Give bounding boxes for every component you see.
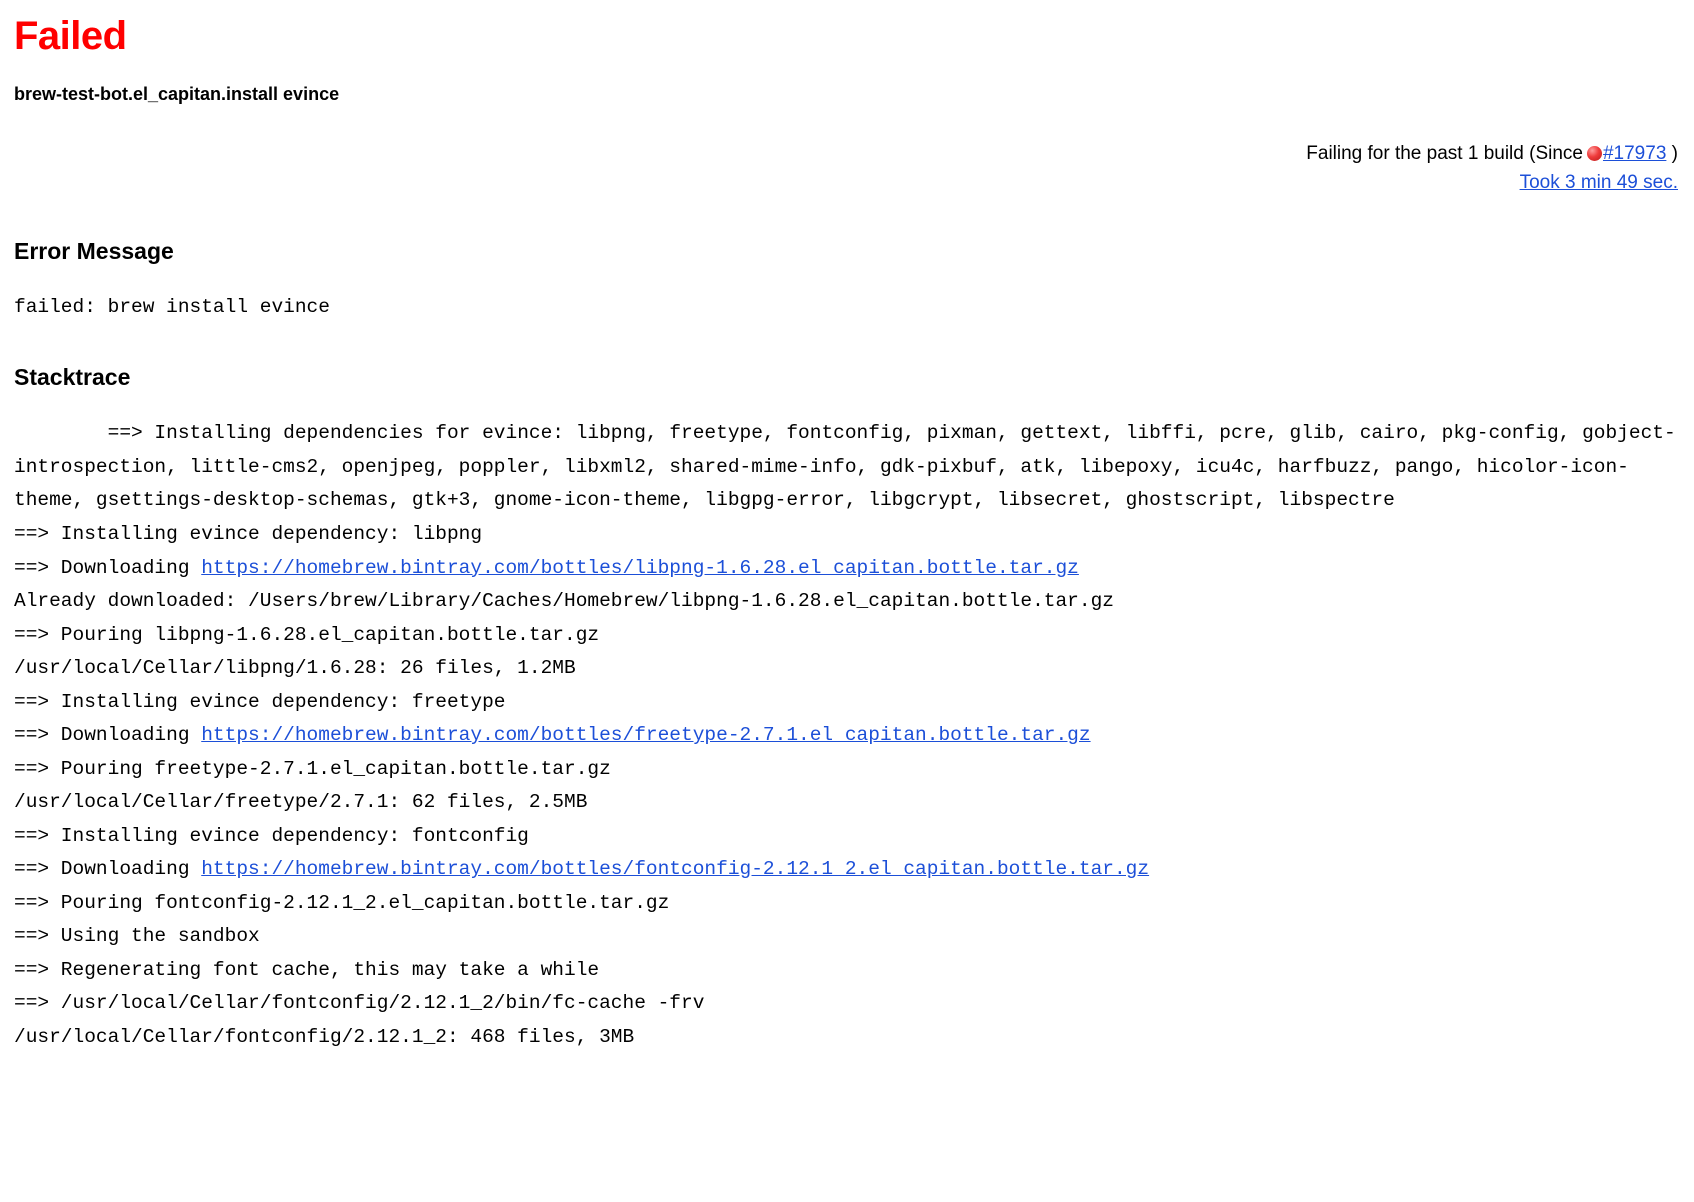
stacktrace-line: ==> Pouring fontconfig-2.12.1_2.el_capitan.bottle.tar.gz bbox=[14, 891, 670, 914]
stacktrace-line: Already downloaded: /Users/brew/Library/Caches/Homebrew/libpng-1.6.28.el_capitan.bottle.tar.gz bbox=[14, 590, 1114, 613]
stacktrace-line: ==> Installing evince dependency: freetype bbox=[14, 690, 506, 713]
stacktrace-line: ==> /usr/local/Cellar/fontconfig/2.12.1_2/bin/fc-cache -frv bbox=[14, 992, 705, 1015]
stacktrace-line: ==> Regenerating font cache, this may take a while bbox=[14, 958, 600, 981]
error-message-heading: Error Message bbox=[14, 237, 174, 264]
failing-since-line bbox=[14, 139, 1678, 168]
stacktrace-download-link[interactable]: https://homebrew.bintray.com/bottles/libpng-1.6.28.el_capitan.bottle.tar.gz bbox=[201, 556, 1079, 579]
stacktrace-line bbox=[14, 853, 1680, 887]
since-build-link[interactable]: #17973 bbox=[1602, 143, 1667, 164]
red-ball-icon bbox=[1587, 146, 1602, 161]
build-duration-line bbox=[14, 168, 1678, 197]
stacktrace-line: /usr/local/Cellar/fontconfig/2.12.1_2: 468 files, 3MB bbox=[14, 1025, 635, 1048]
stacktrace-line-text: ==> Downloading bbox=[14, 858, 202, 881]
error-message-text: failed: brew install evince bbox=[14, 295, 330, 318]
stacktrace-line bbox=[14, 552, 1680, 586]
stacktrace-line-text: ==> Downloading bbox=[14, 724, 202, 747]
stacktrace-line: ==> Installing evince dependency: libpng bbox=[14, 523, 483, 545]
stacktrace-line-text: ==> Downloading bbox=[14, 556, 202, 579]
failing-since-suffix: ) bbox=[1671, 143, 1678, 164]
stacktrace-line: ==> Installing dependencies for evince: libpng, freetype, fontconfig, pixman, gettext, libffi, pcre, glib, cairo, pkg-config, gobject-introspection, little-cms2, openjpeg, poppler, libxml2, shared-mime-info, gdk-pixbuf, atk, libepoxy, icu4c, harfbuzz, pango, hicolor-icon-theme, gsettings-desktop-schemas, gtk+3, gnome-icon-theme, libgpg-error, libgcrypt, libsecret, ghostscript, libspectre bbox=[14, 422, 1676, 512]
stacktrace-line: /usr/local/Cellar/libpng/1.6.28: 26 files, 1.2MB bbox=[14, 657, 576, 680]
build-job-name: brew-test-bot.el_capitan.install evince bbox=[14, 84, 340, 104]
build-duration-link[interactable]: Took 3 min 49 sec. bbox=[1519, 172, 1678, 194]
stacktrace-heading: Stacktrace bbox=[14, 364, 131, 391]
stacktrace-download-link[interactable]: https://homebrew.bintray.com/bottles/fontconfig-2.12.1_2.el_capitan.bottle.tar.gz bbox=[201, 858, 1150, 881]
build-meta bbox=[14, 139, 1680, 198]
stacktrace-output bbox=[14, 417, 1680, 1054]
stacktrace-line: ==> Installing evince dependency: fontconfig bbox=[14, 824, 529, 847]
stacktrace-line: /usr/local/Cellar/freetype/2.7.1: 62 files, 2.5MB bbox=[14, 791, 588, 814]
stacktrace-line bbox=[14, 719, 1680, 753]
stacktrace-line: ==> Pouring libpng-1.6.28.el_capitan.bottle.tar.gz bbox=[14, 623, 600, 646]
stacktrace-line: ==> Using the sandbox bbox=[14, 925, 260, 948]
stacktrace-line: ==> Pouring freetype-2.7.1.el_capitan.bottle.tar.gz bbox=[14, 757, 611, 780]
stacktrace-download-link[interactable]: https://homebrew.bintray.com/bottles/freetype-2.7.1.el_capitan.bottle.tar.gz bbox=[201, 724, 1091, 747]
page-title: Failed bbox=[14, 14, 127, 58]
failing-since-text: Failing for the past 1 build (Since bbox=[1306, 143, 1583, 164]
